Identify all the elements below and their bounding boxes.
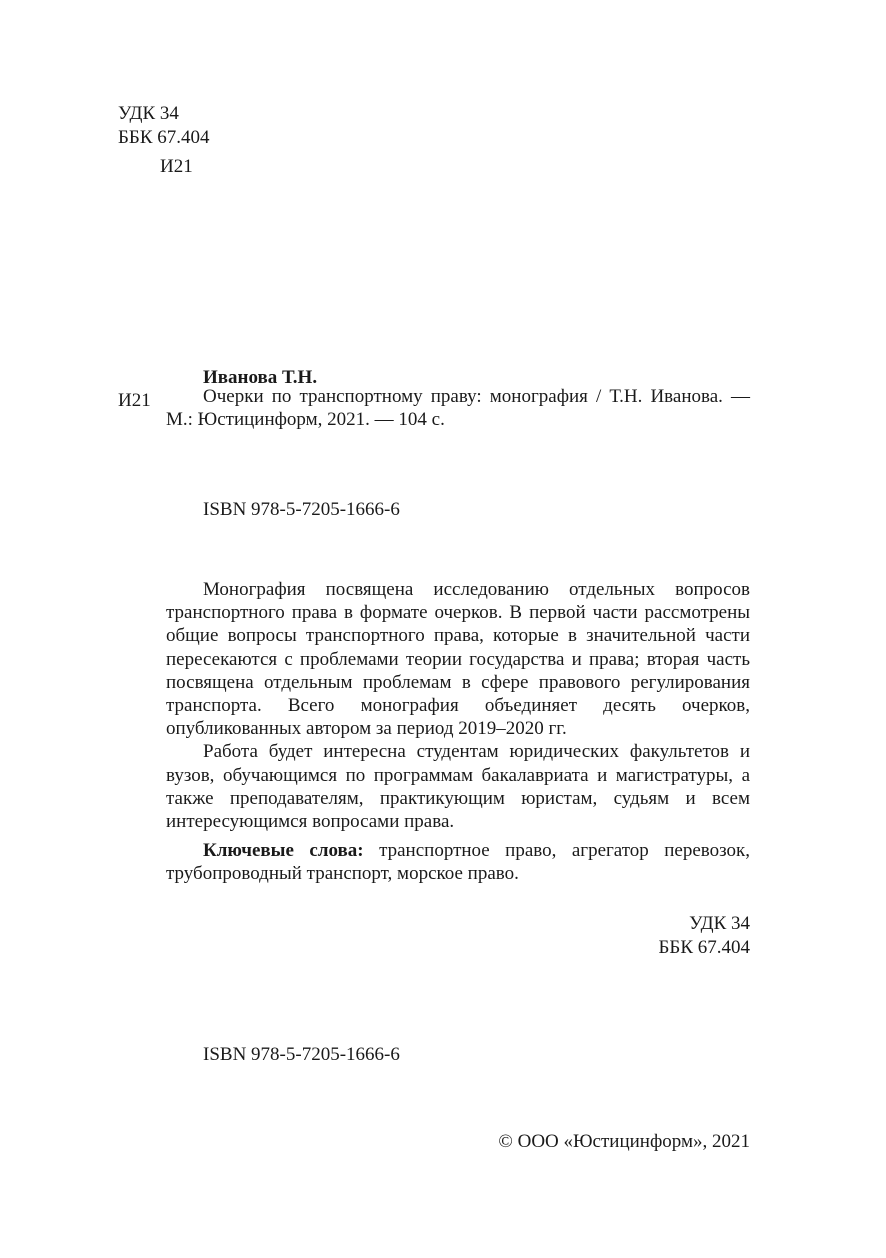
classification-block-top (118, 102, 210, 150)
abstract (166, 578, 750, 886)
keywords-text: транспортное право, агрегатор перевозок, трубопроводный транспорт, морское право. (166, 840, 751, 885)
keywords-paragraph (166, 839, 750, 885)
isbn-top: ISBN 978-5-7205-1666-6 (203, 499, 400, 520)
bbk-code: ББК 67.404 (118, 127, 210, 148)
author-sign-top: И21 (160, 156, 193, 177)
bibliographic-line-1: Очерки по транспортному праву: монография / Т.Н. Иванова. — (203, 386, 750, 407)
keywords-label: Ключевые слова: (203, 840, 364, 862)
isbn-bottom: ISBN 978-5-7205-1666-6 (203, 1044, 400, 1065)
abstract-paragraph-1: Монография посвящена исследованию отдельных вопросов транспортного права в формате очерков. В первой части рассмотрены общие вопросы транспортного права, которые в значительной части пересекаются с проблемами теории государства и права; вторая часть посвящена отдельным проблемам в сфере правового регулирования транспорта. Всего монография объединяет десять очерков, опубликованных автором за период 2019–2020 гг. (166, 579, 750, 740)
bibliographic-description (166, 385, 750, 431)
copyright: © ООО «Юстицинформ», 2021 (498, 1131, 750, 1152)
classification-block-bottom (659, 912, 751, 960)
abstract-paragraph-2: Работа будет интересна студентам юридических факультетов и вузов, обучающимся по программам бакалавриата и магистратуры, а также преподавателям, практикующим юристам, судьям и всем интересующимся вопросами права. (166, 741, 750, 833)
bbk-code-bottom: ББК 67.404 (658, 937, 750, 958)
udk-code-bottom: УДК 34 (689, 913, 750, 934)
udk-code: УДК 34 (118, 103, 179, 124)
author-name: Иванова Т.Н. (203, 367, 318, 388)
author-sign: И21 (118, 390, 151, 411)
bibliographic-line-2: М.: Юстицинформ, 2021. — 104 с. (166, 409, 445, 430)
